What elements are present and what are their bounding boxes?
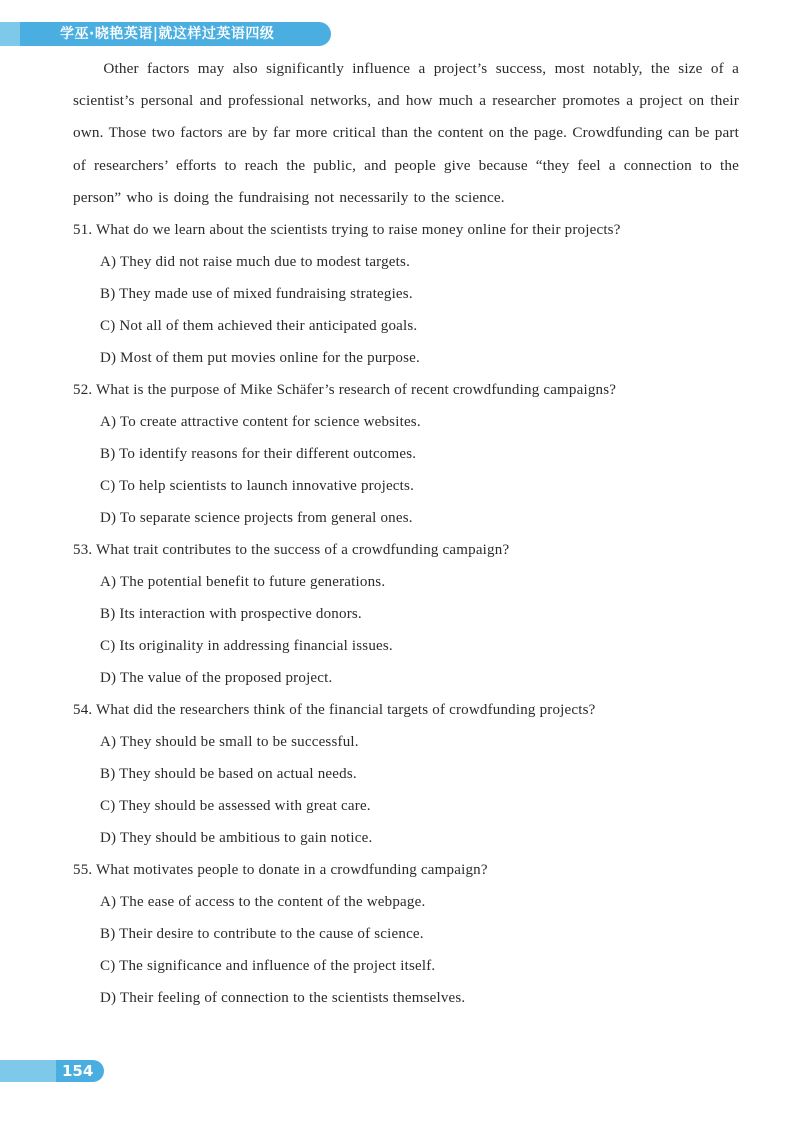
book-title-header: 学巫·晓艳英语|就这样过英语四级: [60, 26, 275, 42]
option-53-c: C) Its originality in addressing financial issues.: [100, 638, 393, 655]
option-52-a: A) To create attractive content for science websites.: [100, 414, 421, 431]
question-51: [73, 214, 739, 246]
option-54-d: D) They should be ambitious to gain notice.: [100, 830, 373, 847]
option-54-b: B) They should be based on actual needs.: [100, 766, 357, 783]
option-55-a: A) The ease of access to the content of the webpage.: [100, 894, 426, 911]
option-51-c: C) Not all of them achieved their anticipated goals.: [100, 318, 418, 335]
option-54-a: A) They should be small to be successful.: [100, 734, 359, 751]
option-55-d: D) Their feeling of connection to the scientists themselves.: [100, 990, 466, 1007]
option-55-c: C) The significance and influence of the project itself.: [100, 958, 436, 975]
option-52-b: B) To identify reasons for their different outcomes.: [100, 446, 417, 463]
option-51-b: B) They made use of mixed fundraising strategies.: [100, 286, 413, 303]
option-52-d: D) To separate science projects from general ones.: [100, 510, 413, 527]
option-54-c: C) They should be assessed with great care.: [100, 798, 371, 815]
question-52: [73, 374, 739, 406]
question-55: [73, 854, 739, 886]
option-53-b: B) Its interaction with prospective donors.: [100, 606, 362, 623]
option-53-d: D) The value of the proposed project.: [100, 670, 333, 687]
question-stem: 51. What do we learn about the scientists trying to raise money online for their projects?: [73, 222, 621, 239]
question-54: [73, 694, 739, 726]
question-stem: 55. What motivates people to donate in a crowdfunding campaign?: [73, 862, 488, 879]
option-55-b: B) Their desire to contribute to the cause of science.: [100, 926, 424, 943]
option-51-a: A) They did not raise much due to modest targets.: [100, 254, 411, 271]
option-53-a: A) The potential benefit to future generations.: [100, 574, 386, 591]
question-stem: 52. What is the purpose of Mike Schäfer’s research of recent crowdfunding campaigns?: [73, 382, 617, 399]
page-number: 154: [62, 1062, 94, 1080]
page-content: [73, 53, 739, 1014]
option-51-d: D) Most of them put movies online for the purpose.: [100, 350, 420, 367]
question-stem: 54. What did the researchers think of the financial targets of crowdfunding projects?: [73, 702, 596, 719]
question-53: [73, 534, 739, 566]
passage-paragraph: Other factors may also significantly influence a project’s success, most notably, the size of a scientist’s personal and professional networks, and how much a researcher promotes a project on their own. Those two factors are by far more critical than the content on the page. Crowdfunding can be part of researchers’ efforts to reach the public, and people give because “they feel a connection to the person” who is doing the fundraising not necessarily to the science.: [73, 60, 739, 206]
question-stem: 53. What trait contributes to the success of a crowdfunding campaign?: [73, 542, 510, 559]
option-52-c: C) To help scientists to launch innovative projects.: [100, 478, 415, 495]
